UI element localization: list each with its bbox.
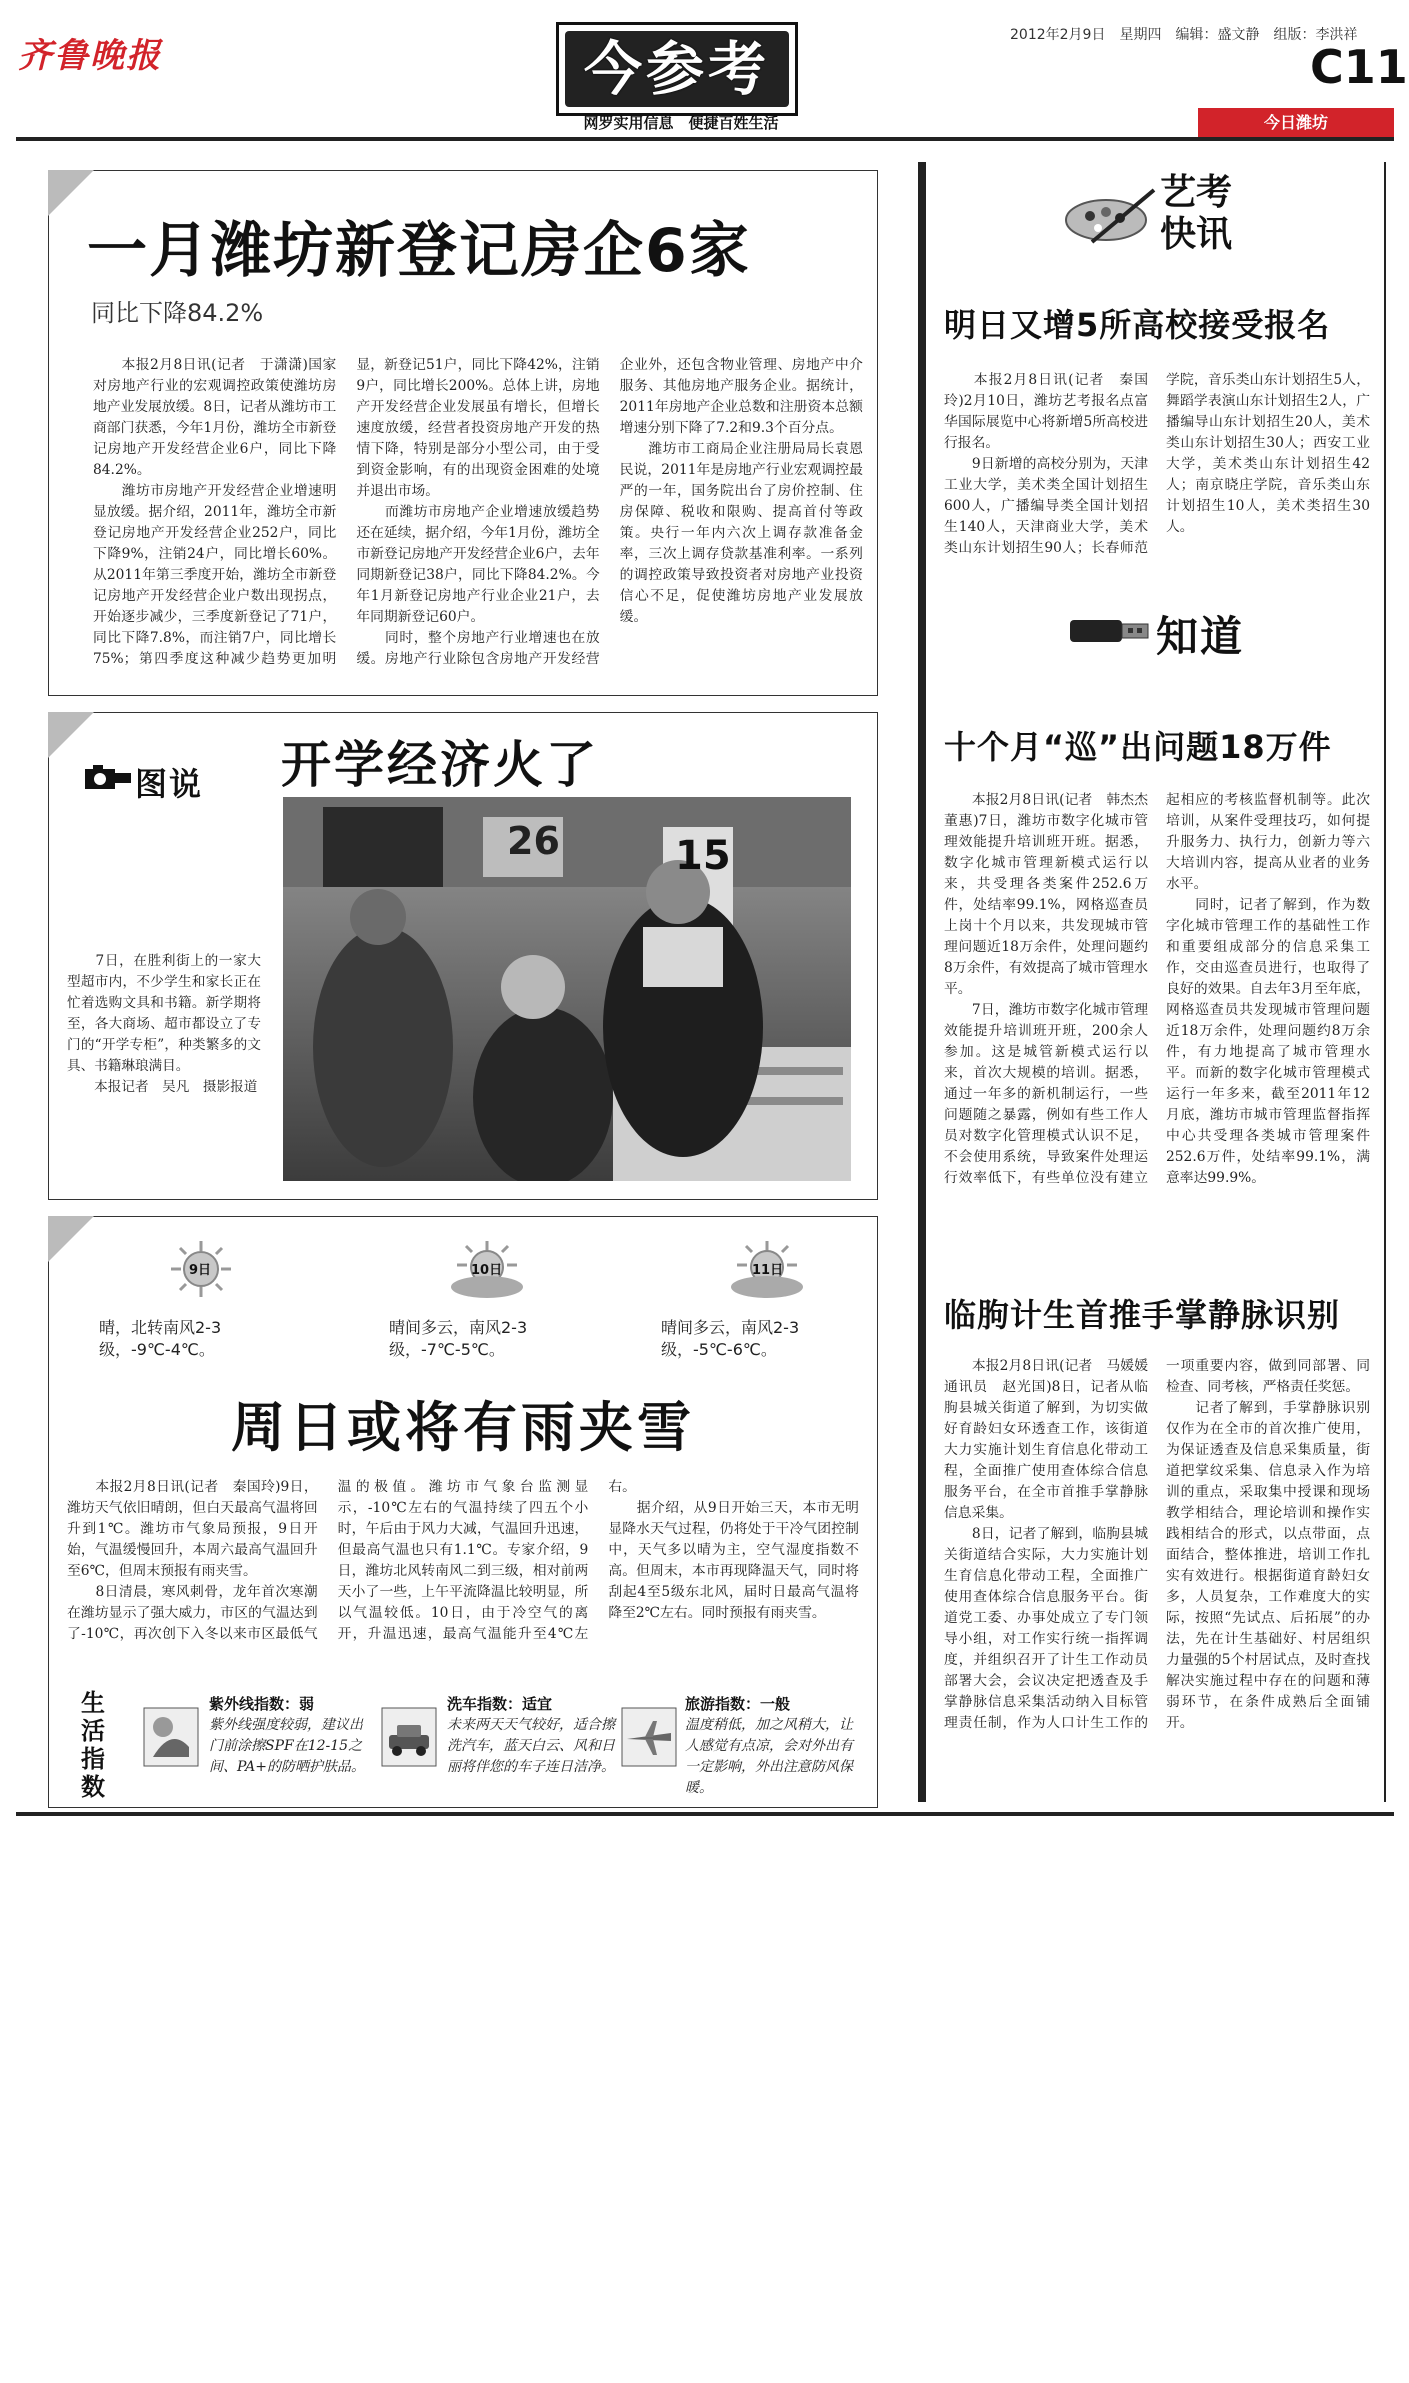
page-bottom-rule — [16, 1812, 1394, 1816]
page-number: C11 — [1310, 40, 1408, 94]
section-logo-box — [556, 22, 798, 116]
palm-vein-title: 临朐计生首推手掌静脉识别 — [944, 1296, 1341, 1334]
date-line: 2012年2月9日 星期四 编辑：盛文静 组版：李洪祥 — [1010, 27, 1358, 43]
article-housing-subtitle: 同比下降84.2% — [91, 299, 264, 327]
art-news-title: 明日又增5所高校接受报名 — [944, 306, 1331, 344]
photo-section — [48, 712, 878, 1200]
weather-day-2-date: 10日 — [471, 1263, 503, 1278]
price-tag-26: 26 — [507, 819, 560, 863]
travel-index-title: 旅游指数：一般 — [685, 1695, 791, 1713]
uv-index-title: 紫外线指数：弱 — [209, 1695, 315, 1713]
weather-title: 周日或将有雨夹雪 — [231, 1396, 695, 1459]
weather-day-3-text: 晴间多云，南风2-3级，-5℃-6℃。 — [661, 1318, 800, 1359]
corner-fold — [48, 712, 94, 758]
life-index-label: 生活指数 — [81, 1689, 105, 1801]
uv-icon — [143, 1707, 199, 1767]
edition-badge: 今日潍坊 — [1198, 108, 1394, 138]
weather-body: 本报2月8日讯(记者 秦国玲)9日，潍坊天气依旧晴朗，但白天最高气温将回升到1℃。潍坊市气象局预报，9日开始，气温缓慢回升，本周六最高气温回升至6℃，但周末预报有雨夹雪。 8日清晨，寒风刺骨，龙年首次寒潮在潍坊显示了强大威力，市区的气温达到了-10℃，再次创下入冬以来市区最低气温的极值。潍坊市气象台监测显示，-10℃左右的气温持续了四五个小时，午后由于风力大减，气温回升迅速，但最高气温也只有1.1℃。专家介绍，9日，潍坊北风转南风二到三级，相对前两天小了一些，上午平流降温比较明显，所以气温较低。10日，由于冷空气的离开，升温迅速，最高气温能升至4℃左右。 据介绍，从9日开始三天，本市无明显降水天气过程，仍将处于干冷气团控制中，天气多以晴为主，空气湿度指数不高。但周末，本市再现降温天气，同时将刮起4至5级东北风，届时日最高气温将降至2℃左右。同时预报有雨夹雪。 — [67, 1479, 859, 1642]
know-label: 知道 — [1156, 612, 1245, 661]
section-slogan: 网罗实用信息 便捷百姓生活 — [583, 114, 779, 132]
sidebar-left-rule — [918, 162, 926, 1802]
usb-drive-icon — [1066, 604, 1158, 654]
car-wash-icon — [381, 1707, 437, 1767]
weather-day-1-text: 晴，北转南风2-3级，-9℃-4℃。 — [99, 1318, 222, 1359]
camera-icon — [83, 763, 131, 793]
price-tag-15: 15 — [675, 833, 731, 879]
paper-name-logo: 齐鲁晚报 — [18, 36, 162, 76]
car-wash-index-text: 未来两天天气较好，适合擦洗汽车，蓝天白云、风和日丽将伴您的车子连日洁净。 — [447, 1717, 615, 1775]
weather-day-2-text: 晴间多云，南风2-3级，-7℃-5℃。 — [389, 1318, 528, 1359]
masthead-rule — [16, 137, 1394, 141]
weather-day-1-date: 9日 — [189, 1263, 212, 1278]
article-housing-body: 本报2月8日讯(记者 于潇潇)国家对房地产行业的宏观调控政策使潍坊房地产业发展放缓。8日，记者从潍坊市工商部门获悉，今年1月份，潍坊全市新登记房地产开发经营企业6户，同比下降84.2%。 潍坊市房地产开发经营企业增速明显放缓。据介绍，2011年，潍坊全市新登记房地产开发经营企业252户，同比下降9%，注销24户，同比增长60%。从2011年第三季度开始，潍坊全市新登记房地产开发经营企业户数出现拐点，开始逐步减少，三季度新登记了71户，同比下降7.8%，而注销7户，同比增长75%；第四季度这种减少趋势更加明显，新登记51户，同比下降42%，注销9户，同比增长200%。总体上讲，房地产开发经营企业发展虽有增长，但增长速度放缓，经营者投资房地产开发的热情下降，特别是部分小型公司，由于受到资金影响，有的出现资金困难的处境并退出市场。 而潍坊市房地产企业增速放缓趋势还在延续，据介绍，今年1月份，潍坊全市新登记房地产开发经营企业6户，去年同期新登记38户，同比下降84.2%。今年1月新登记房地产行业企业21户，去年同期新登记60户。 同时，整个房地产行业增速也在放缓。房地产行业除包含房地产开发经营企业外，还包含物业管理、房地产中介服务、其他房地产服务企业。据统计，2011年房地产企业总数和注册资本总额增速分别下降了7.2和9.3个百分点。 潍坊市工商局企业注册局局长袁恩民说，2011年是房地产行业宏观调控最严的一年，国务院出台了房价控制、住房保障、税收和限购、提高首付等政策。央行一年内六次上调存款准备金率，三次上调存贷款基准利率。一系列的调控政策导致投资者对房地产业投资信心不足，促使潍坊房地产业发展放缓。 — [93, 357, 863, 667]
photo-shoppers — [283, 797, 851, 1181]
photo-caption: 7日，在胜利街上的一家大型超市内，不少学生和家长正在忙着选购文具和书籍。新学期将至，各大商场、超市都设立了专门的“开学专柜”，种类繁多的文具、书籍琳琅满目。 本报记者 吴凡 摄影报道 — [67, 953, 261, 1095]
photo-section-label: 图说 — [135, 765, 204, 803]
article-housing — [48, 170, 878, 696]
travel-index-text: 温度稍低，加之风稍大，让人感觉有点凉，会对外出有一定影响，外出注意防风保暖。 — [685, 1717, 853, 1796]
masthead — [0, 0, 1409, 140]
know-title: 十个月“巡”出问题18万件 — [944, 728, 1332, 766]
sidebar-right-rule — [1384, 162, 1386, 1802]
airplane-icon — [621, 1707, 677, 1767]
palette-icon — [1062, 186, 1158, 246]
uv-index-text: 紫外线强度较弱，建议出门前涂擦SPF在12-15之间、PA+的防晒护肤品。 — [209, 1717, 365, 1775]
art-news-body: 本报2月8日讯(记者 秦国玲)2月10日，潍坊艺考报名点富华国际展览中心将新增5所高校进行报名。 9日新增的高校分别为，天津工业大学，美术类全国计划招生600人，广播编导类全国计划招生140人，天津商业大学，美术类山东计划招生90人；长春师范学院，音乐类山东计划招生5人，舞蹈学表演山东计划招生2人，广播编导山东计划招生20人，美术类山东计划招生30人；西安工业大学，美术类山东计划招生42人；南京晓庄学院，音乐类山东计划招生10人，美术类招生30人。 — [944, 372, 1370, 556]
palm-vein-body: 本报2月8日讯(记者 马媛媛 通讯员 赵光国)8日，记者从临朐县城关街道了解到，为切实做好育龄妇女环透查工作，该街道大力实施计划生育信息化带动工程，全面推广使用查体综合信息服务平台，在全市首推手掌静脉信息采集。 8日，记者了解到，临朐县城关街道结合实际，大力实施计划生育信息化带动工程，全面推广使用查体综合信息服务平台。街道党工委、办事处成立了专门领导小组，对工作实行统一指挥调度，并组织召开了计生工作动员部署大会，会议决定把透查及手掌静脉信息采集活动纳入目标管理责任制，作为人口计生工作的一项重要内容，做到同部署、同检查、同考核，严格责任奖惩。 记者了解到，手掌静脉识别仅作为在全市的首次推广使用，为保证透查及信息采集质量，街道把掌纹采集、信息录入作为培训的重点，采取集中授课和现场教学相结合，理论培训和操作实践相结合的形式，以点带面，点面结合，整体推进，培训工作扎实有效进行。根据街道育龄妇女多，人员复杂，工作难度大的实际，按照“先试点、后拓展”的办法，先在计生基础好、村居组织力量强的5个村居试点，及时查找解决实施过程中存在的问题和薄弱环节，在条件成熟后全面铺开。 — [944, 1358, 1370, 1731]
know-body: 本报2月8日讯(记者 韩杰杰 董惠)7日，潍坊市数字化城市管理效能提升培训班开班。据悉，数字化城市管理新模式运行以来，共受理各类案件252.6万件，处结率99.1%，网格巡查员上岗十个月以来，共发现城市管理问题近18万余件，处理问题约8万余件，有效提高了城市管理水平。 7日，潍坊市数字化城市管理效能提升培训班开班，200余人参加。这是城管新模式运行以来，首次大规模的培训。据悉，通过一年多的新机制运行，一些问题随之暴露，例如有些工作人员对数字化管理模式认识不足，不会使用系统，导致案件处理运行效率低下，有些单位没有建立起相应的考核监督机制等。此次培训，从案件受理技巧，如何提升服务力、执行力，创新力等六大培训内容，提高从业者的业务水平。 同时，记者了解到，作为数字化城市管理工作的基础性工作和重要组成部分的信息采集工作，交由巡查员进行，也取得了良好的效果。自去年3月至年底，网格巡查员共发现城市管理问题近18万余件，处理问题约8万余件，有力地提高了城市管理水平。而新的数字化城市管理模式运行一年多来，截至2011年12月底，潍坊市城市管理监督指挥中心共受理各类城市管理案件252.6万件，处结率99.1%，满意率达99.9%。 — [944, 792, 1370, 1186]
weather-section — [48, 1216, 878, 1808]
weather-day-3-date: 11日 — [752, 1263, 784, 1278]
article-housing-title: 一月潍坊新登记房企6家 — [87, 216, 751, 286]
corner-fold — [48, 1216, 94, 1262]
car-wash-index-title: 洗车指数：适宜 — [447, 1695, 553, 1713]
section-logo-text: 今参考 — [583, 35, 770, 103]
art-news-label: 艺考快讯 — [1160, 172, 1233, 255]
photo-section-title: 开学经济火了 — [281, 736, 599, 794]
